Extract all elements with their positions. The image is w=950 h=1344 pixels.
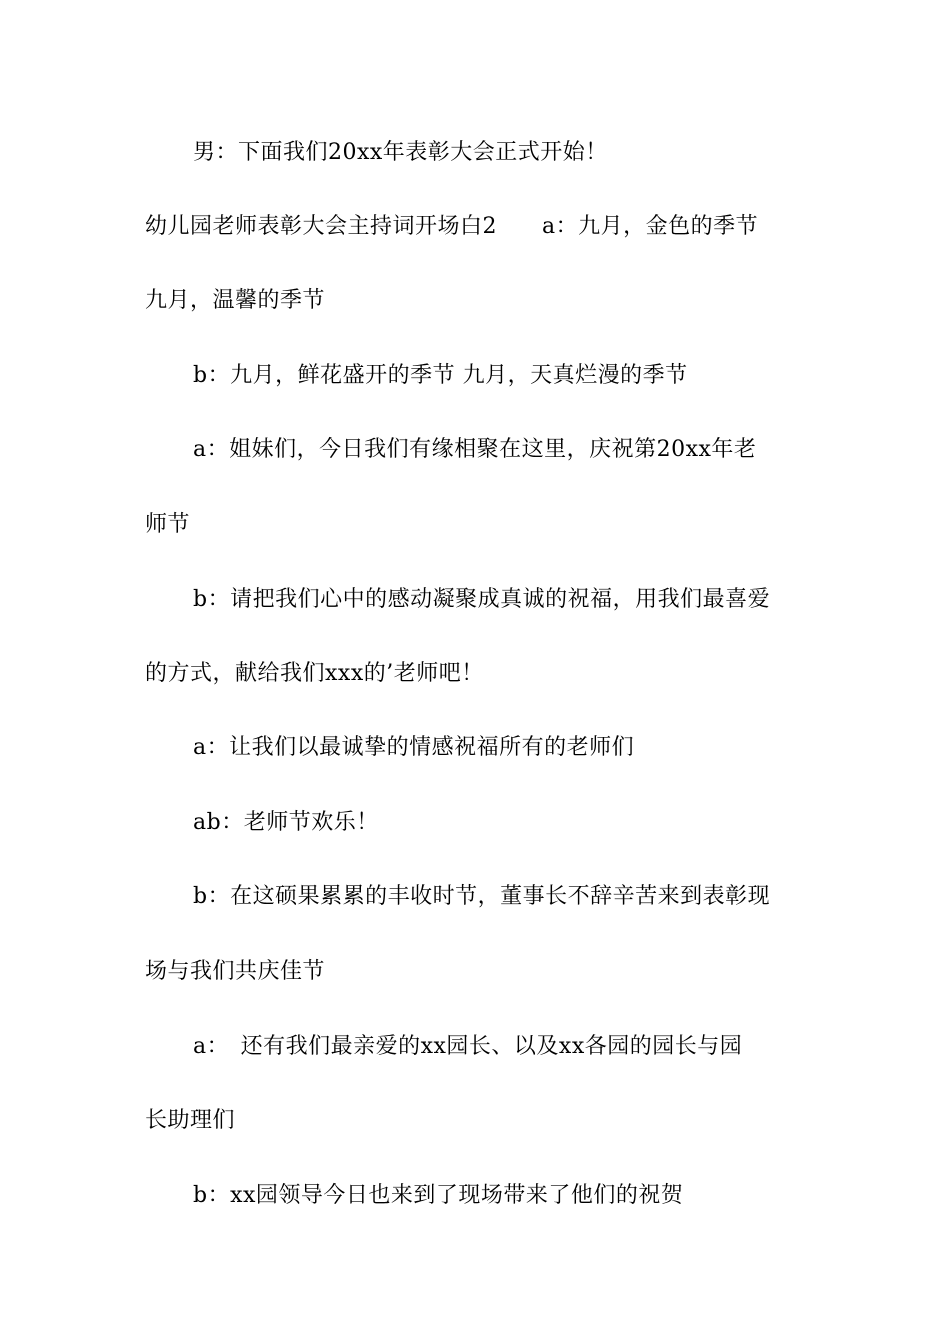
- text-line: 场与我们共庆佳节: [145, 959, 326, 984]
- text-line: b：xx园领导今日也来到了现场带来了他们的祝贺: [193, 1183, 684, 1208]
- text-line: b：九月，鲜花盛开的季节 九月，天真烂漫的季节: [193, 363, 688, 388]
- text-line: 长助理们: [145, 1108, 236, 1133]
- text-line: 幼儿园老师表彰大会主持词开场白2 a：九月，金色的季节: [145, 214, 759, 239]
- text-line: 师节: [145, 512, 191, 537]
- text-line: 九月，温馨的季节: [145, 288, 326, 313]
- text-line: 的方式，献给我们xxx的’老师吧！: [145, 661, 484, 686]
- text-line: a： 还有我们最亲爱的xx园长、以及xx各园的园长与园: [193, 1034, 743, 1059]
- text-line: b：在这硕果累累的丰收时节，董事长不辞辛苦来到表彰现: [193, 884, 771, 909]
- text-line: b：请把我们心中的感动凝聚成真诚的祝福，用我们最喜爱: [193, 587, 771, 612]
- text-line: ab：老师节欢乐！: [193, 810, 379, 835]
- text-line: a：姐妹们，今日我们有缘相聚在这里，庆祝第20xx年老: [193, 437, 757, 462]
- text-line: a：让我们以最诚挚的情感祝福所有的老师们: [193, 735, 635, 760]
- text-line: 男：下面我们20xx年表彰大会正式开始！: [193, 140, 608, 165]
